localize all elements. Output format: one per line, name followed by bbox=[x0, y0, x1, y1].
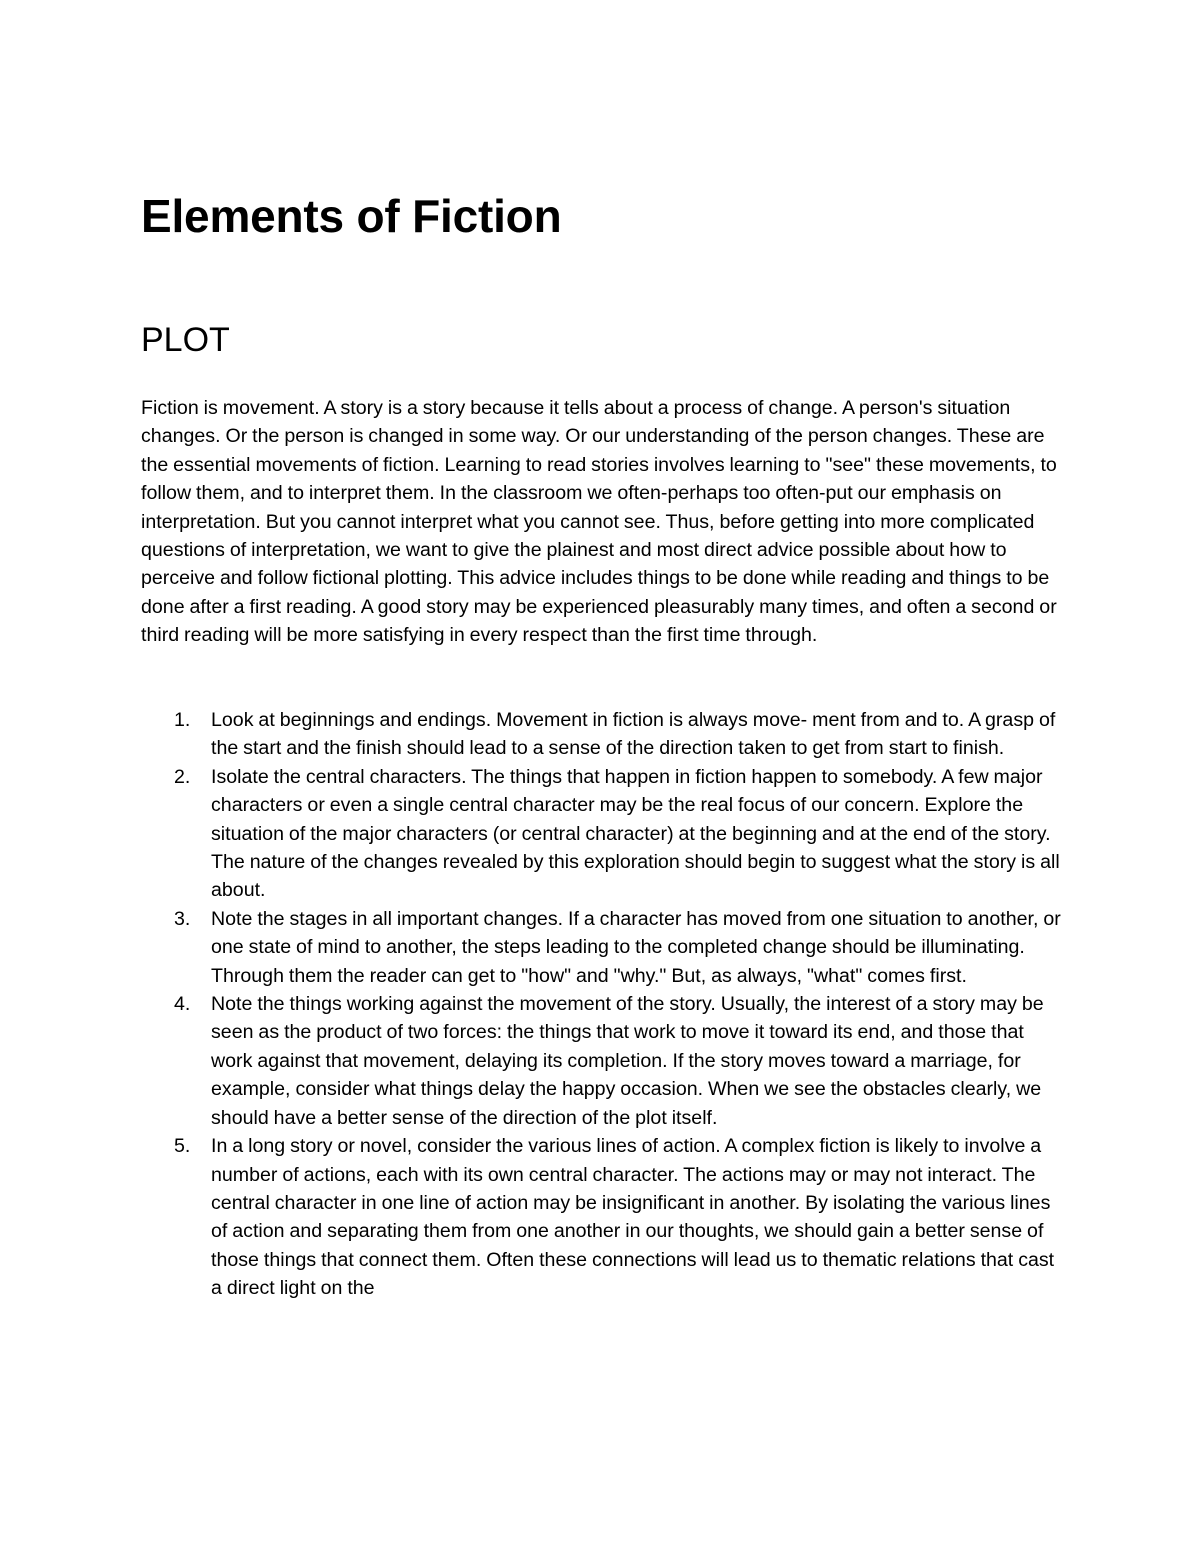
list-item-text: Note the stages in all important changes. If a character has moved from one situation to another, or one state of mind to another, the steps leading to the completed change should be illuminating. Through them the reader can get to "how" and "why." But, as always, "what" comes first. bbox=[211, 907, 1061, 987]
list-item-text: Note the things working against the movement of the story. Usually, the interest of a story may be seen as the product of two forces: the things that work to move it toward its end, and those that work against that movement, delaying its completion. If the story moves toward a marriage, for example, consider what things delay the happy occasion. When we see the obstacles clearly, we should have a better sense of the direction of the plot itself. bbox=[211, 993, 1044, 1129]
document-title: Elements of Fiction bbox=[141, 190, 562, 242]
list-item-text: Isolate the central characters. The things that happen in fiction happen to somebody. A few major characters or even a single central character may be the real focus of our concern. Explore the situation of the major characters (or central character) at the beginning and at the end of the story. The nature of the changes revealed by this exploration should begin to suggest what the story is all about. bbox=[211, 765, 1060, 902]
intro-paragraph: Fiction is movement. A story is a story because it tells about a process of change. A person's situation changes. Or the person is changed in some way. Or our understanding of the person changes. These are the essential movements of fiction. Learning to read stories involves learning to "see" these movements, to follow them, and to interpret them. In the classroom we often-perhaps too often-put our emphasis on interpretation. But you cannot interpret what you cannot see. Thus, before getting into more complicated questions of interpretation, we want to give the plainest and most direct advice possible about how to perceive and follow fictional plotting. This advice includes things to be done while reading and things to be done after a first reading. A good story may be experienced pleasurably many times, and often a second or third reading will be more satisfying in every respect than the first time through. bbox=[141, 397, 1057, 647]
list-item-number: 5. bbox=[174, 1135, 191, 1158]
list-item-text: Look at beginnings and endings. Movement in fiction is always move- ment from and to. A grasp of the start and the finish should lead to a sense of the direction taken to get from start to finish. bbox=[211, 709, 1056, 760]
list-item-text: In a long story or novel, consider the various lines of action. A complex fiction is likely to involve a number of actions, each with its own central character. The actions may or may not interact. The central character in one line of action may be insignificant in another. By isolating the various lines of action and separating them from one another in our thoughts, we should gain a better sense of those things that connect them. Often these connections will lead us to thematic relations that cast a direct light on the bbox=[211, 1135, 1055, 1300]
numbered-tip-list bbox=[141, 706, 1066, 1303]
section-heading-plot: PLOT bbox=[141, 321, 230, 359]
list-item-number: 2. bbox=[174, 765, 191, 788]
list-item-number: 3. bbox=[174, 907, 191, 930]
list-item bbox=[141, 763, 1066, 905]
list-item bbox=[141, 706, 1066, 763]
list-item bbox=[141, 1132, 1066, 1302]
list-item bbox=[141, 905, 1066, 990]
list-item-number: 1. bbox=[174, 709, 191, 731]
list-item-number: 4. bbox=[174, 993, 191, 1016]
list-item bbox=[141, 990, 1066, 1132]
